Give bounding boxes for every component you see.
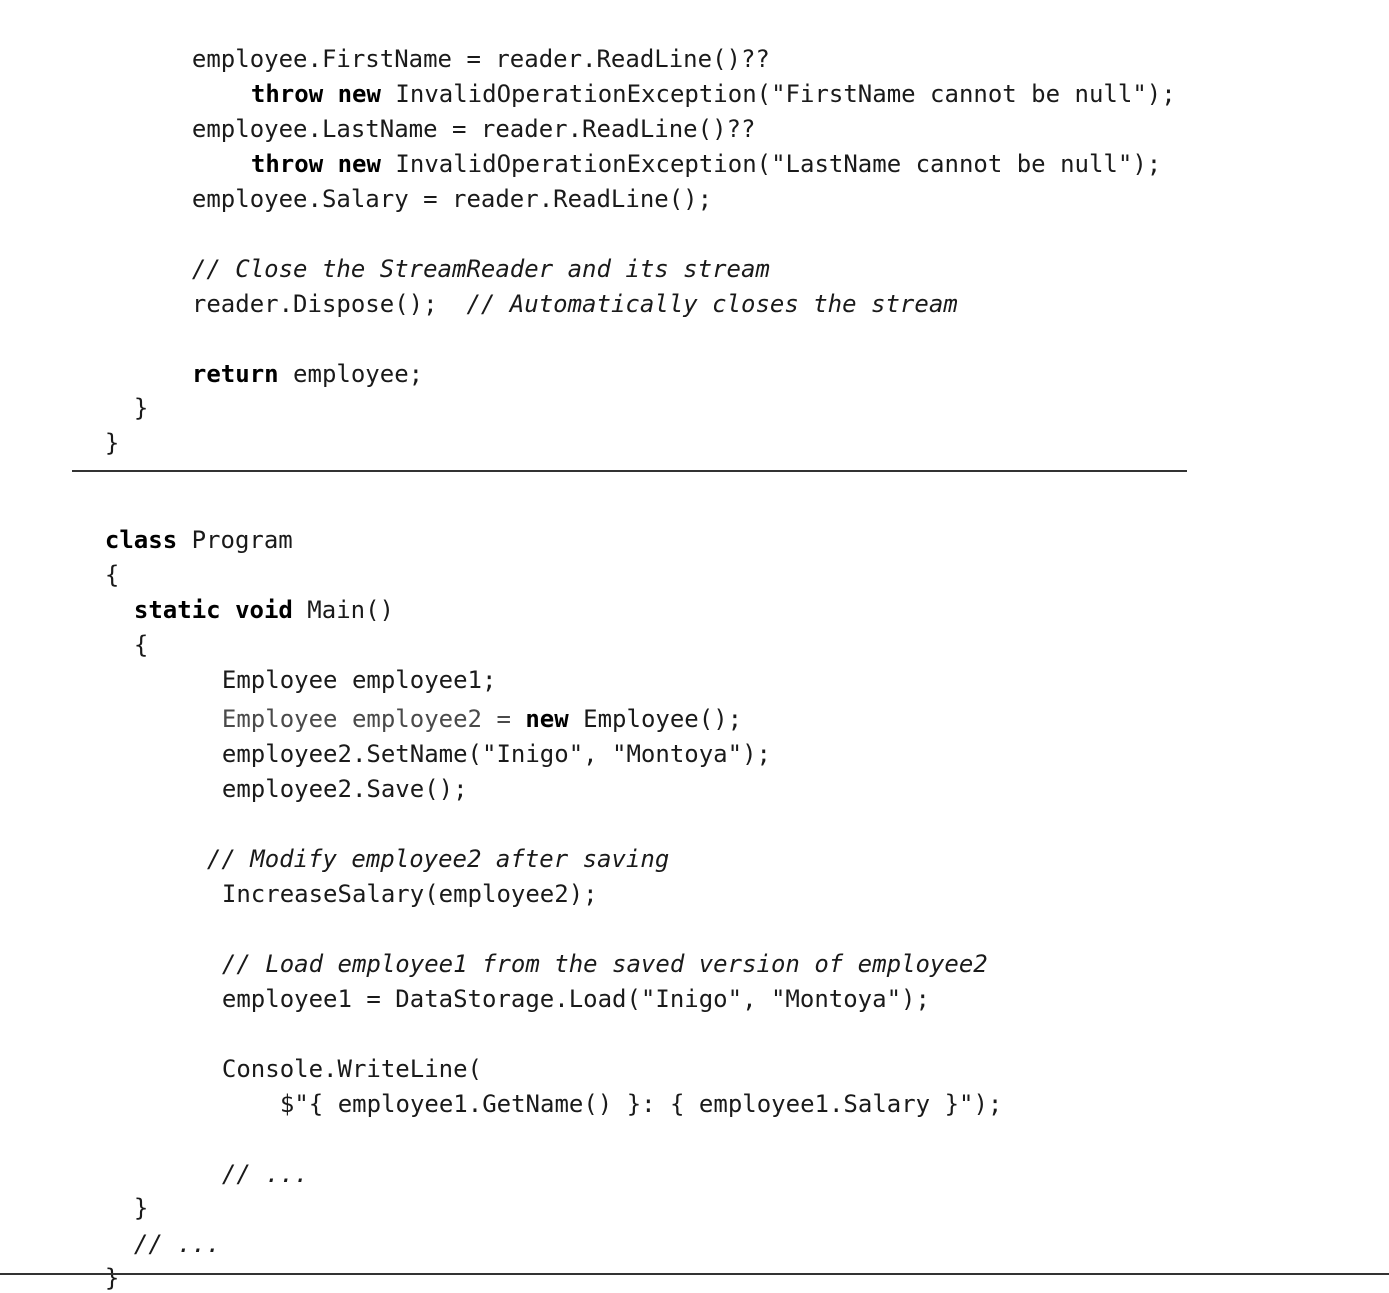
closing-brace: } bbox=[133, 1194, 149, 1222]
keyword: new bbox=[525, 705, 569, 733]
code-line: employee2.SetName("Inigo", "Montoya"); bbox=[221, 740, 771, 768]
code-comment: // Modify employee2 after saving bbox=[206, 845, 670, 873]
code-line: Employee employee2 = new Employee(); bbox=[221, 705, 743, 733]
code-comment: // Close the StreamReader and its stream bbox=[191, 255, 770, 283]
keyword: new bbox=[337, 80, 381, 108]
opening-brace: { bbox=[133, 631, 149, 659]
keyword: void bbox=[235, 596, 293, 624]
method-declaration: static void Main() bbox=[133, 596, 395, 624]
code-line: employee.FirstName = reader.ReadLine()?? bbox=[191, 45, 770, 73]
inline-comment: // Automatically closes the stream bbox=[466, 290, 958, 318]
code-line: return employee; bbox=[191, 360, 424, 388]
code-line: employee1 = DataStorage.Load("Inigo", "Montoya"); bbox=[221, 985, 930, 1013]
code-line: throw new InvalidOperationException("FirstName cannot be null"); bbox=[250, 80, 1176, 108]
code-line: reader.Dispose(); // Automatically closes the stream bbox=[191, 290, 958, 318]
code-line: Employee employee1; bbox=[221, 666, 497, 694]
code-comment: // ... bbox=[133, 1230, 221, 1258]
opening-brace: { bbox=[104, 561, 120, 589]
code-line: employee2.Save(); bbox=[221, 775, 468, 803]
class-declaration: class Program bbox=[104, 526, 293, 554]
code-line: throw new InvalidOperationException("LastName cannot be null"); bbox=[250, 150, 1162, 178]
code-comment: // Load employee1 from the saved version of employee2 bbox=[221, 950, 988, 978]
code-line: IncreaseSalary(employee2); bbox=[221, 880, 598, 908]
code-line: employee.LastName = reader.ReadLine()?? bbox=[191, 115, 756, 143]
code-comment: // ... bbox=[221, 1160, 309, 1188]
closing-brace: } bbox=[104, 429, 120, 457]
section-divider bbox=[72, 470, 1187, 472]
keyword: class bbox=[104, 526, 178, 554]
keyword: throw bbox=[250, 150, 324, 178]
keyword: return bbox=[191, 360, 279, 388]
page-bottom-rule bbox=[0, 1273, 1389, 1275]
closing-brace: } bbox=[133, 394, 149, 422]
code-line: $"{ employee1.GetName() }: { employee1.Salary }"); bbox=[279, 1090, 1003, 1118]
keyword: throw bbox=[250, 80, 324, 108]
keyword: new bbox=[337, 150, 381, 178]
code-line: Console.WriteLine( bbox=[221, 1055, 482, 1083]
closing-brace: } bbox=[104, 1264, 120, 1292]
code-line: employee.Salary = reader.ReadLine(); bbox=[191, 185, 713, 213]
keyword: static bbox=[133, 596, 221, 624]
